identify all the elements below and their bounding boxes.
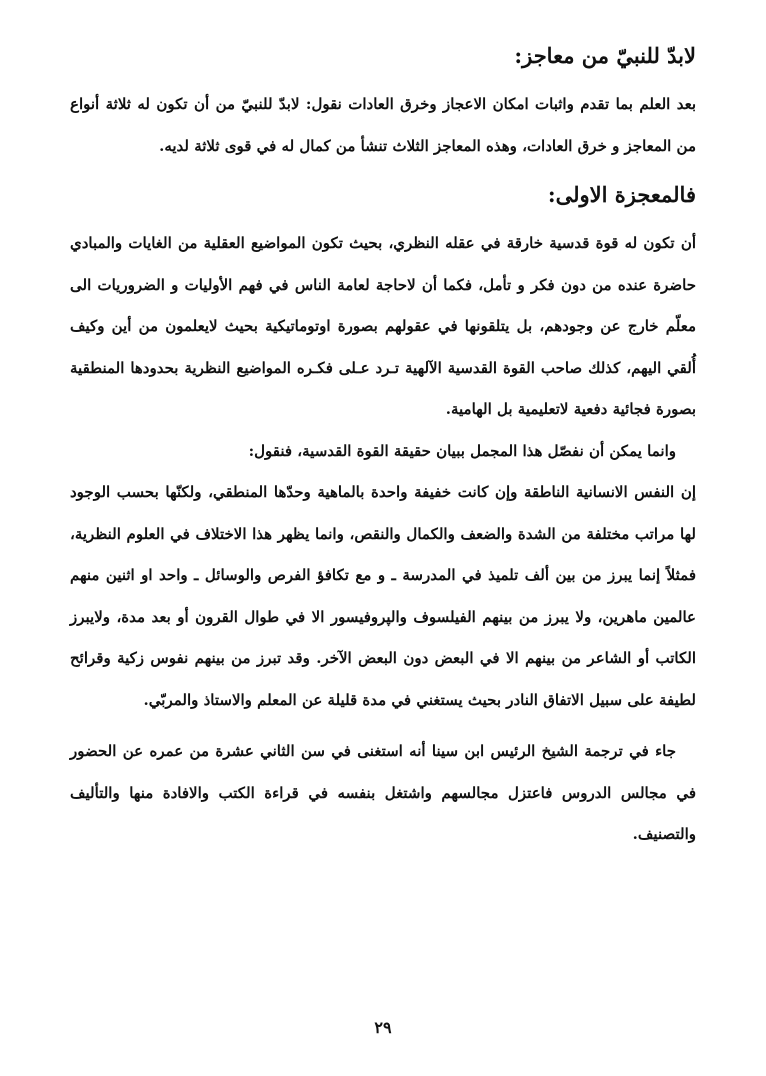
paragraph-human-soul: إن النفس الانسانية الناطقة وإن كانت خفيفة واحدة بالماهية وحدّها المنطقي، ولكنّها بحسب الوجود لها مراتب مختلفة من الشدة والضعف والكمال والنقص، وانما يظهر هذا الاختلاف في العلوم النظرية، فمثلاً إنما يبرز من بين ألف تلميذ في المدرسة ـ و مع تكافؤ الفرص والوسائل ـ واحد او اثنين منهم عالمين ماهرين، ولا يبرز من بينهم الفيلسوف والپروفيسور الا في طوال القرون أو بعد مدة، ولايبرز الكاتب أو الشاعر من بينهم الا في البعض دون البعض الآخر. وقد تبرز من بينهم نفوس زكية وقرائح لطيفة على سبيل الاتفاق النادر بحيث يستغني في مدة قليلة عن المعلم والاستاذ والمربّي. [70,483,696,709]
section-heading-prophet-miracles: لابدّ للنبيّ من معاجز: [514,43,696,68]
page-number: ٢٩ [374,1018,392,1037]
paragraph-detail-intro: وانما يمكن أن نفصّل هذا المجمل ببيان حقيقة القوة القدسية، فنقول: [248,441,676,460]
section-heading-first-miracle: فالمعجزة الاولى: [547,182,696,207]
paragraph-holy-power: أن تكون له قوة قدسية خارقة في عقله النظري، بحيث تكون المواضيع العقلية من الغايات والمبادي حاضرة عنده من دون فكر و تأمل، فكما أن لاحاجة لعامة الناس في فهم الأوليات و الضروريات الى معلّم خارج عن وجودهم، بل يتلقونها في عقولهم بصورة اوتوماتيكية بحيث لايعلمون من أين وكيف أُلقي اليهم، كذلك صاحب القوة القدسية الآلهية تـرد عـلى فكـره المواضيع النظرية بحدودها المنطقية بصورة فجائية دفعية لاتعليمية بل الهامية. [70,234,696,418]
paragraph-intro: بعد العلم بما تقدم واثبات امكان الاعجاز وخرق العادات نقول: لابدّ للنبيّ من أن تكون له ثلاثة أنواع من المعاجز و خرق العادات، وهذه المعاجز الثلاث تنشأ من كمال له في قوى ثلاثة لديه. [70,95,696,155]
paragraph-ibn-sina: جاء في ترجمة الشيخ الرئيس ابن سينا أنه استغنى في سن الثاني عشرة من عمره عن الحضور في مجالس الدروس فاعتزل مجالسهم واشتغل بنفسه في قراءة الكتب والافادة منها والتأليف والتصنيف. [70,742,696,843]
